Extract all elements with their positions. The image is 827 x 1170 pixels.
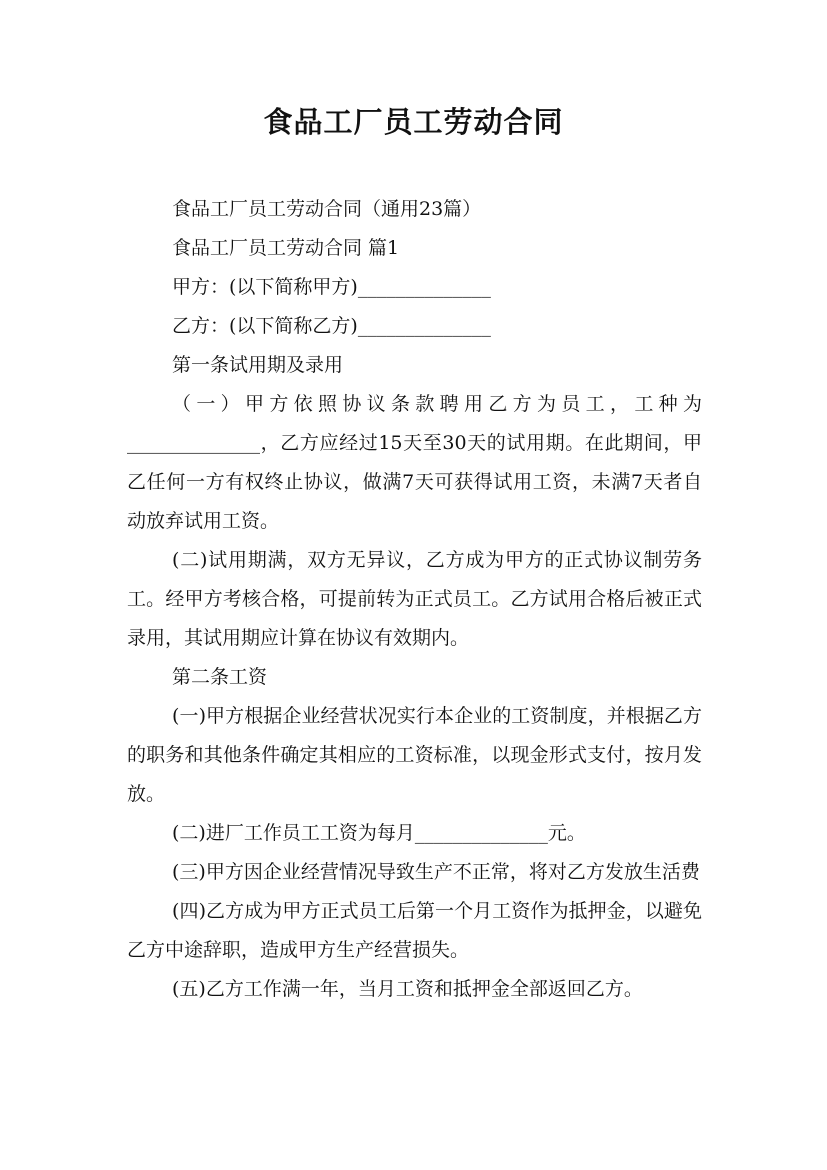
- paragraph-9: (一)甲方根据企业经营状况实行本企业的工资制度，并根据乙方的职务和其他条件确定其相应的工资标准，以现金形式支付，按月发放。: [127, 705, 702, 805]
- paragraph-7: (二)试用期满，双方无异议，乙方成为甲方的正式协议制劳务工。经甲方考核合格，可提前转为正式员工。乙方试用合格后被正式录用，其试用期应计算在协议有效期内。: [127, 549, 702, 649]
- paragraph-5: 第一条试用期及录用: [172, 354, 344, 376]
- paragraph-12: (四)乙方成为甲方正式员工后第一个月工资作为抵押金，以避免乙方中途辞职，造成甲方生产经营损失。: [127, 900, 702, 961]
- paragraph-8: 第二条工资: [172, 666, 268, 688]
- document-title: 食品工厂员工劳动合同: [263, 105, 564, 139]
- paragraph-10: (二)进厂工作员工工资为每月______________元。: [172, 822, 586, 844]
- paragraph-13: (五)乙方工作满一年，当月工资和抵押金全部返回乙方。: [172, 978, 643, 1000]
- paragraph-1: 食品工厂员工劳动合同（通用23篇）: [172, 198, 482, 220]
- paragraph-6: （一）甲方依照协议条款聘用乙方为员工，工种为______________，乙方应经过15天至30天的试用期。在此期间，甲乙任何一方有权终止协议，做满7天可获得试用工资，未满7天者自动放弃试用工资。: [127, 393, 702, 532]
- document-body: [127, 190, 702, 1009]
- paragraph-2: 食品工厂员工劳动合同 篇1: [172, 237, 400, 259]
- paragraph-4: 乙方：(以下简称乙方)______________: [172, 315, 491, 337]
- paragraph-11: (三)甲方因企业经营情况导致生产不正常，将对乙方发放生活费: [172, 861, 700, 883]
- paragraph-3: 甲方：(以下简称甲方)______________: [172, 276, 491, 298]
